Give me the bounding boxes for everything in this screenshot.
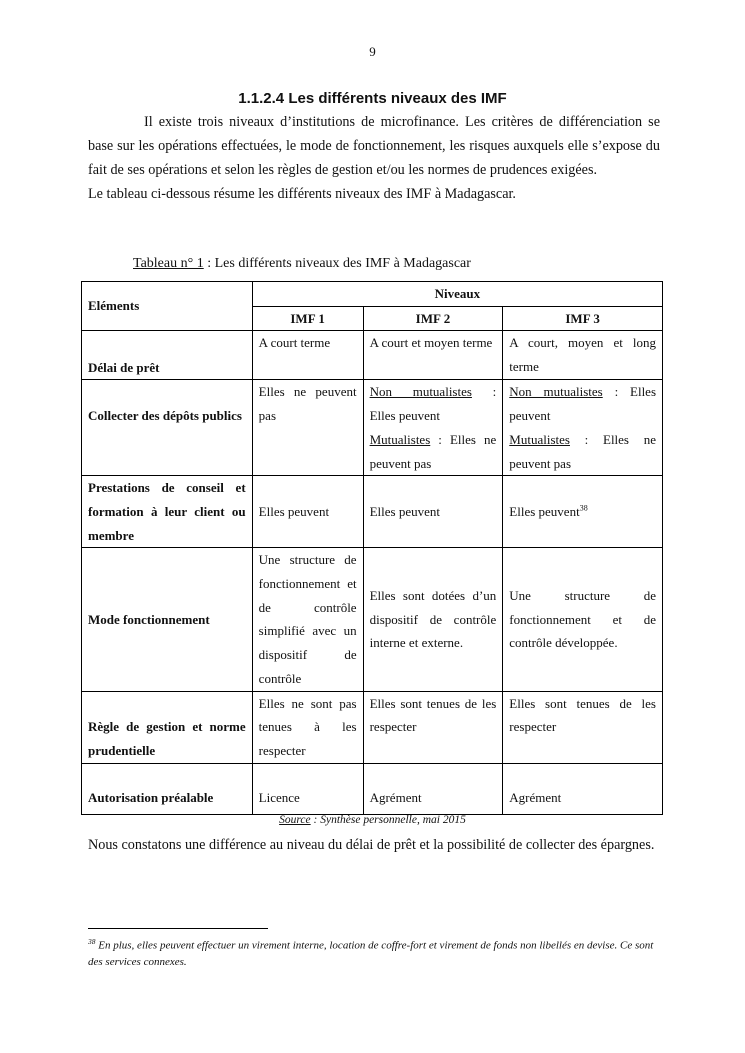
cell-imf3: Non mutualistes : Elles peuvent Mutualistes : Elles ne peuvent pas: [503, 380, 663, 476]
row-label: Mode fonctionnement: [82, 548, 253, 691]
row-label: Autorisation préalable: [82, 763, 253, 814]
source-text: : Synthèse personnelle, mai 2015: [310, 814, 466, 826]
intro-table-reference: Le tableau ci-dessous résume les différents niveaux des IMF à Madagascar.: [88, 186, 516, 202]
header-imf1: IMF 1: [252, 306, 363, 331]
cell-imf3: A court, moyen et long terme: [503, 331, 663, 380]
table-caption-text: : Les différents niveaux des IMF à Madagascar: [203, 256, 471, 271]
cell-imf2: Elles sont dotées d’un dispositif de contrôle interne et externe.: [363, 548, 503, 691]
cell-imf3: Agrément: [503, 763, 663, 814]
cell-imf1: Elles peuvent: [252, 476, 363, 548]
non-mutualistes-label: Non mutualistes: [369, 384, 472, 400]
table-caption: [133, 256, 471, 272]
table-header-row: [82, 282, 663, 307]
cell-imf2: Non mutualistes : Elles peuvent Mutualistes : Elles ne peuvent pas: [363, 380, 503, 476]
table-row-mode: [82, 548, 663, 691]
table-source: [0, 814, 745, 826]
intro-text: [88, 110, 660, 206]
imf-levels-table: [81, 281, 663, 815]
non-mutualistes-text: Elles peuvent: [369, 408, 440, 424]
footnote-separator: [88, 928, 268, 929]
table-caption-label: Tableau n° 1: [133, 256, 204, 271]
header-niveaux: Niveaux: [252, 282, 662, 307]
table-row-collecter: [82, 380, 663, 476]
cell-imf3: Elles sont tenues de les respecter: [503, 691, 663, 763]
page-number: 9: [369, 44, 376, 59]
section-title: Les différents niveaux des IMF: [288, 90, 507, 107]
header-imf3: IMF 3: [503, 306, 663, 331]
footnote-reference: 38: [579, 503, 588, 513]
footnote: [88, 934, 660, 970]
intro-paragraph: Il existe trois niveaux d’institutions de microfinance. Les critères de différenciation se base sur les opérations effectuées, le mode de fonctionnement, les risques auxquels elle s’expose du fait de ses opérations et selon les règles de gestion et/ou les normes de prudences exigées.: [88, 114, 660, 178]
table-row-regle: [82, 691, 663, 763]
row-label: Prestations de conseil et formation à leur client ou membre: [82, 476, 253, 548]
non-mutualistes-label: Non mutualistes: [509, 384, 603, 400]
source-label: Source: [279, 814, 311, 826]
cell-imf2: Elles peuvent: [363, 476, 503, 548]
cell-imf1: Elles ne peuvent pas: [252, 380, 363, 476]
cell-imf2: Elles sont tenues de les respecter: [363, 691, 503, 763]
conclusion-paragraph: Nous constatons une différence au niveau du délai de prêt et la possibilité de collecter des épargnes.: [88, 837, 655, 853]
header-imf2: IMF 2: [363, 306, 503, 331]
row-label: Délai de prêt: [82, 331, 253, 380]
footnote-text: En plus, elles peuvent effectuer un virement interne, location de coffre-fort et virement de fonds non libellés en devise. Ce sont des services connexes.: [88, 939, 654, 968]
row-label: Collecter des dépôts publics: [82, 380, 253, 476]
header-elements: Eléments: [82, 282, 253, 331]
mutualistes-label: Mutualistes: [369, 431, 431, 447]
row-label: Règle de gestion et norme prudentielle: [82, 691, 253, 763]
section-number: 1.1.2.4: [238, 90, 285, 107]
cell-imf1: Licence: [252, 763, 363, 814]
cell-imf1: A court terme: [252, 331, 363, 380]
cell-imf2: A court et moyen terme: [363, 331, 503, 380]
cell-imf3: Elles peuvent$^{38}$: [503, 476, 663, 548]
section-heading: [0, 90, 745, 107]
table-row-delai: [82, 331, 663, 380]
table-row-autorisation: [82, 763, 663, 814]
cell-imf3: Une structure de fonctionnement et de contrôle développée.: [503, 548, 663, 691]
cell-imf1: Elles ne sont pas tenues à les respecter: [252, 691, 363, 763]
mutualistes-label: Mutualistes: [509, 431, 570, 447]
footnote-number: 38: [88, 937, 96, 946]
cell-imf2: Agrément: [363, 763, 503, 814]
table-row-prestations: [82, 476, 663, 548]
cell-imf1: Une structure de fonctionnement et de contrôle simplifié avec un dispositif de contrôle: [252, 548, 363, 691]
